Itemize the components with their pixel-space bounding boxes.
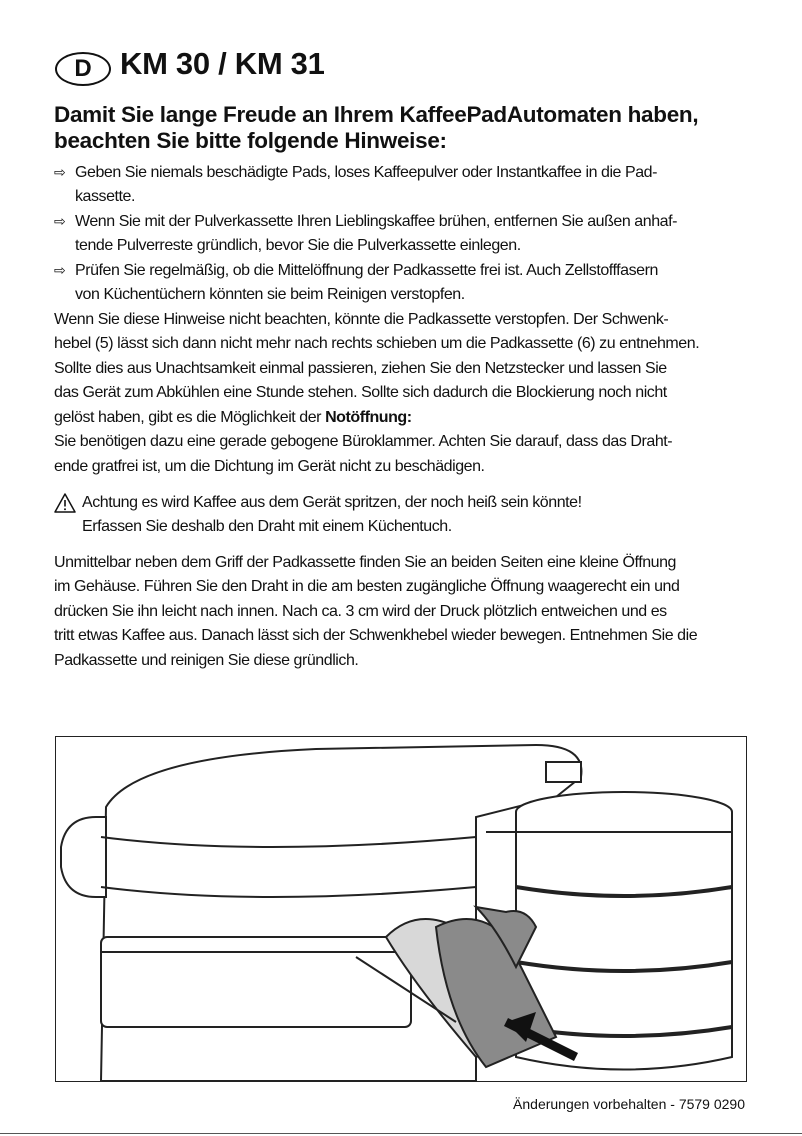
paragraph-line — [54, 408, 412, 428]
bullet-2-line-2: tende Pulverreste gründlich, bevor Sie die Pulverkassette einlegen. — [75, 237, 521, 254]
footer-note: Änderungen vorbehalten - 7579 0290 — [513, 1096, 745, 1112]
paragraph-line: ende gratfrei ist, um die Dichtung im Gerät nicht zu beschädigen. — [54, 458, 485, 475]
arrow-right-outline-icon: ⇨ — [54, 213, 66, 229]
warning-triangle-icon — [54, 493, 76, 513]
emergency-opening-drawing — [56, 737, 746, 1081]
bullet-3-line-1: Prüfen Sie regelmäßig, ob die Mittelöffnung der Padkassette frei ist. Auch Zellstofffasern — [75, 262, 658, 279]
paragraph-line: Unmittelbar neben dem Griff der Padkassette finden Sie an beiden Seiten eine kleine Öffnung — [54, 554, 676, 571]
paragraph-line: drücken Sie ihn leicht nach innen. Nach ca. 3 cm wird der Druck plötzlich entweichen und es — [54, 603, 667, 620]
paragraph-line: Padkassette und reinigen Sie diese gründlich. — [54, 652, 359, 669]
paragraph-line: das Gerät zum Abkühlen eine Stunde stehen. Sollte sich dadurch die Blockierung noch nicht — [54, 384, 667, 401]
bullet-1-line-2: kassette. — [75, 188, 135, 205]
bullet-3-line-2: von Küchentüchern könnten sie beim Reinigen verstopfen. — [75, 286, 465, 303]
paragraph-line: Wenn Sie diese Hinweise nicht beachten, könnte die Padkassette verstopfen. Der Schwenk- — [54, 311, 669, 328]
page-title: KM 30 / KM 31 — [120, 46, 325, 81]
arrow-right-outline-icon: ⇨ — [54, 262, 66, 278]
section-heading-line-2: beachten Sie bitte folgende Hinweise: — [54, 128, 447, 153]
bullet-1-line-1: Geben Sie niemals beschädigte Pads, loses Kaffeepulver oder Instantkaffee in die Pad- — [75, 164, 658, 181]
paragraph-text: gelöst haben, gibt es die Möglichkeit der — [54, 409, 326, 426]
warning-line-1: Achtung es wird Kaffee aus dem Gerät spritzen, der noch heiß sein könnte! — [82, 494, 582, 511]
section-heading-line-1: Damit Sie lange Freude an Ihrem KaffeePadAutomaten haben, — [54, 102, 699, 127]
bottom-rule — [0, 1133, 802, 1134]
warning-line-2: Erfassen Sie deshalb den Draht mit einem Küchentuch. — [82, 518, 452, 535]
coffee-machine-illustration — [55, 736, 747, 1082]
paragraph-line: tritt etwas Kaffee aus. Danach lässt sich der Schwenkhebel wieder bewegen. Entnehmen Sie die — [54, 627, 698, 644]
bullet-2-line-1: Wenn Sie mit der Pulverkassette Ihren Lieblingskaffee brühen, entfernen Sie außen anhaf- — [75, 213, 677, 230]
arrow-right-outline-icon: ⇨ — [54, 164, 66, 180]
paragraph-line: im Gehäuse. Führen Sie den Draht in die am besten zugängliche Öffnung waagerecht ein und — [54, 578, 680, 595]
emergency-opening-label: Notöffnung: — [325, 409, 412, 426]
paragraph-line: Sollte dies aus Unachtsamkeit einmal passieren, ziehen Sie den Netzstecker und lassen Sie — [54, 360, 667, 377]
paragraph-line: hebel (5) lässt sich dann nicht mehr nach rechts schieben um die Padkassette (6) zu entnehmen. — [54, 335, 700, 352]
language-badge: D — [55, 52, 111, 86]
paragraph-line: Sie benötigen dazu eine gerade gebogene Büroklammer. Achten Sie darauf, dass das Draht- — [54, 433, 673, 450]
